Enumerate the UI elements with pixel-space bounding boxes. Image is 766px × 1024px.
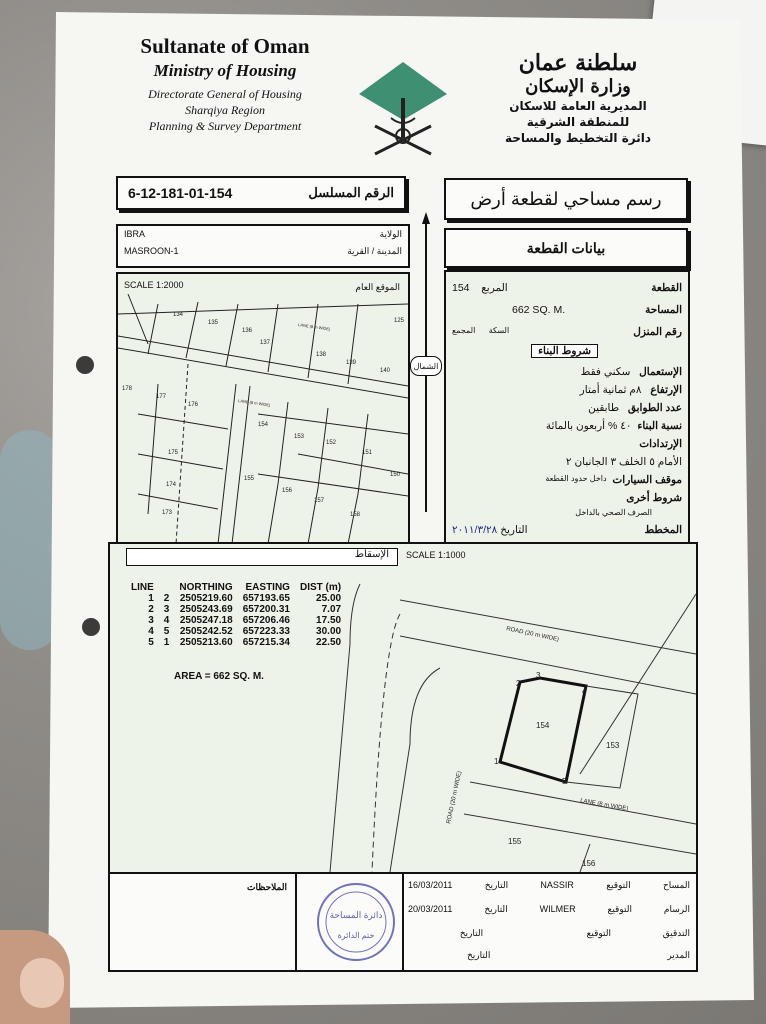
- map-plot-label: 155: [508, 837, 522, 846]
- wilayat-value: IBRA: [124, 229, 146, 239]
- seal-stamp-icon: [310, 874, 402, 970]
- signature-row: [408, 880, 690, 891]
- plot-data-panel: [444, 270, 690, 546]
- site-plot-label: 156: [282, 488, 293, 494]
- site-plot-label: 134: [173, 312, 184, 318]
- column-header: NORTHING: [179, 582, 233, 593]
- road-label: LANE (8 m WIDE): [579, 798, 629, 813]
- site-plot-label: 175: [168, 450, 179, 456]
- north-label: الشمال: [410, 356, 442, 376]
- serial-number-box: [116, 176, 406, 210]
- site-plot-label: 125: [394, 318, 405, 324]
- thumb: [0, 930, 70, 1024]
- signer-name: NASSIR: [540, 880, 574, 890]
- signature-row: [408, 928, 690, 939]
- site-plot-label: 178: [122, 386, 133, 392]
- site-plot-label: 140: [380, 368, 391, 374]
- use-value: سكني فقط: [580, 366, 631, 378]
- vertex-label: 2: [516, 679, 521, 688]
- cell: 30.00: [316, 626, 342, 637]
- column-header: EASTING: [245, 582, 290, 593]
- cell: 1: [163, 637, 170, 648]
- cell: 7.07: [321, 604, 342, 615]
- projection-header: الإسقاط: [126, 548, 398, 566]
- block-label: المربع: [481, 282, 508, 294]
- cell: 4: [148, 626, 154, 637]
- site-plot-label: 176: [188, 402, 199, 408]
- site-plot-label: 154: [258, 422, 269, 428]
- site-plot-label: 138: [316, 352, 327, 358]
- role-label: التدقيق: [662, 928, 690, 938]
- oman-emblem-icon: [355, 58, 451, 168]
- signer-name: WILMER: [539, 904, 576, 914]
- total-area: AREA = 662 SQ. M.: [174, 671, 264, 682]
- road-label: ROAD (20 m WIDE): [505, 626, 560, 644]
- column-header: DIST (m): [299, 582, 342, 593]
- plot-data-header: بيانات القطعة: [444, 228, 688, 268]
- vertex-label: 1: [494, 757, 499, 766]
- cell: 2505243.69: [179, 604, 233, 615]
- village-label: المدينة / القرية: [347, 246, 402, 256]
- country-name: Sultanate of Oman: [140, 34, 310, 58]
- punch-hole: [76, 356, 94, 374]
- setback-label: الإرتدادات: [639, 438, 682, 450]
- seal-text: دائرة المساحة: [329, 910, 383, 920]
- site-plot-label: 157: [314, 498, 325, 504]
- height-value: ٨م ثمانية أمتار: [579, 384, 642, 396]
- cell: 657223.33: [242, 626, 290, 637]
- cell: 2: [148, 604, 154, 615]
- projection-panel: [108, 542, 698, 874]
- area-value: 662 SQ. M.: [512, 304, 566, 316]
- house-street: السكة: [488, 326, 510, 335]
- ratio-label: نسبة البناء: [637, 420, 682, 432]
- sultanate-arabic: سلطنة عمان: [518, 50, 638, 76]
- cell: 2505242.52: [179, 626, 233, 637]
- site-plot-label: 177: [156, 394, 167, 400]
- road-label: ROAD (20 m WIDE): [446, 770, 464, 825]
- projection-map: [110, 544, 696, 872]
- floors-value: طابقين: [588, 402, 620, 414]
- date-label: التاريخ: [484, 880, 509, 890]
- ministry-arabic: وزارة الإسكان: [525, 76, 631, 97]
- map-plot-label: 154: [536, 721, 550, 730]
- cell: 17.50: [316, 615, 342, 626]
- height-label: الإرتفاع: [650, 384, 682, 396]
- serial-number: 6-12-181-01-154: [128, 185, 233, 201]
- sign-label: التوقيع: [607, 904, 632, 914]
- map-plot-label: 156: [582, 859, 596, 868]
- site-road-label: LANE (8 m WIDE): [237, 398, 271, 408]
- wilayat-label: الولاية: [379, 229, 402, 239]
- parking-label: موقف السيارات: [612, 474, 682, 486]
- site-plot-label: 152: [326, 440, 337, 446]
- cell: 2505247.18: [179, 615, 233, 626]
- department-arabic: دائرة التخطيط والمساحة: [504, 131, 652, 145]
- site-plan: [116, 272, 410, 546]
- site-plot-label: 155: [244, 476, 255, 482]
- site-plot-label: 174: [166, 482, 177, 488]
- cell: 657200.31: [242, 604, 290, 615]
- map-plot-label: 153: [606, 741, 620, 750]
- cell: 3: [163, 604, 170, 615]
- vertex-label: 3: [536, 671, 541, 680]
- conditions-label: شروط البناء: [531, 344, 598, 358]
- site-scale: SCALE 1:2000: [124, 280, 184, 290]
- cell: 3: [148, 615, 154, 626]
- cell: 5: [148, 637, 154, 648]
- date-label: التاريخ: [459, 928, 484, 938]
- cell: 25.00: [316, 593, 342, 604]
- setback-value: الأمام ٥ الخلف ٣ الجانبان ٢: [565, 456, 682, 468]
- site-plot-label: 151: [362, 450, 373, 456]
- cell: 2505219.60: [179, 593, 233, 604]
- vertex-label: 4: [582, 687, 587, 696]
- header-arabic: [468, 50, 688, 145]
- sign-date: 20/03/2011: [408, 904, 453, 914]
- role-label: المساح: [662, 880, 690, 890]
- signature-row: [408, 904, 690, 915]
- signature-block: [108, 872, 698, 972]
- role-label: الرسام: [663, 904, 690, 914]
- house-complex: المجمع: [452, 326, 476, 335]
- other-value: الصرف الصحي بالداخل: [575, 508, 652, 517]
- cell: 657215.34: [242, 637, 290, 648]
- ministry-name: Ministry of Housing: [153, 61, 297, 80]
- background-pattern: [0, 430, 60, 650]
- signature-rows: [404, 874, 696, 970]
- village-value: MASROON-1: [124, 246, 179, 256]
- remarks-label: الملاحظات: [247, 882, 287, 892]
- site-plot-label: 173: [162, 510, 173, 516]
- date-label: التاريخ: [500, 524, 528, 536]
- directorate-name: Directorate General of Housing: [148, 87, 302, 101]
- projection-scale: SCALE 1:1000: [406, 550, 466, 560]
- plot-label: القطعة: [651, 282, 682, 294]
- site-plot-label: 150: [390, 472, 401, 478]
- site-plot-label: 153: [294, 434, 305, 440]
- directorate-arabic: المديرية العامة للاسكان: [509, 99, 647, 113]
- use-label: الإستعمال: [639, 366, 682, 378]
- site-plot-label: 158: [350, 512, 361, 518]
- sign-label: التوقيع: [586, 928, 611, 938]
- cell: 2505213.60: [179, 637, 233, 648]
- department-seal: [310, 874, 404, 970]
- seal-sub: ختم الدائرة: [337, 931, 375, 940]
- ratio-value: ٤٠ % أربعون بالمائة: [545, 420, 632, 432]
- region-arabic: للمنطقة الشرقية: [526, 115, 630, 129]
- other-label: شروط أخرى: [626, 492, 682, 504]
- site-plot-label: 139: [346, 360, 357, 366]
- floors-label: عدد الطوابق: [627, 402, 682, 414]
- remarks-box: [110, 874, 297, 970]
- vertex-label: 5: [562, 777, 567, 786]
- cell: 5: [163, 626, 170, 637]
- date-label: التاريخ: [484, 904, 508, 914]
- site-plot-label: 137: [260, 340, 271, 346]
- serial-label: الرقم المسلسل: [308, 185, 394, 200]
- planner-label: المخطط: [644, 524, 682, 536]
- region-name: Sharqiya Region: [185, 103, 265, 117]
- site-plot-label: 136: [242, 328, 253, 334]
- role-label: المدير: [667, 950, 690, 960]
- signature-row: [408, 950, 690, 961]
- cell: 22.50: [316, 637, 342, 648]
- sign-label: التوقيع: [606, 880, 631, 890]
- parking-value: داخل حدود القطعة: [545, 474, 607, 483]
- sign-date: 16/03/2011: [408, 880, 453, 890]
- house-label: رقم المنزل: [633, 326, 682, 338]
- location-box: [116, 224, 410, 268]
- area-label: المساحة: [645, 304, 682, 316]
- column-header: LINE: [131, 582, 154, 593]
- department-name: Planning & Survey Department: [148, 119, 302, 133]
- header-english: [110, 34, 340, 134]
- site-road-label: LANE (8 m WIDE): [297, 322, 331, 332]
- site-plot-label: 135: [208, 320, 219, 326]
- site-map: [118, 274, 408, 544]
- site-label: الموقع العام: [355, 282, 400, 292]
- punch-hole: [82, 618, 100, 636]
- date-label: التاريخ: [466, 950, 491, 960]
- document-title: رسم مساحي لقطعة أرض: [444, 178, 688, 220]
- cell: 2: [163, 593, 170, 604]
- plot-number: 154: [452, 282, 470, 294]
- cell: 1: [148, 593, 154, 604]
- date-value: ٢٠١١/٣/٢٨: [452, 524, 498, 536]
- cell: 4: [163, 615, 170, 626]
- cell: 657193.65: [242, 593, 290, 604]
- cell: 657206.46: [242, 615, 290, 626]
